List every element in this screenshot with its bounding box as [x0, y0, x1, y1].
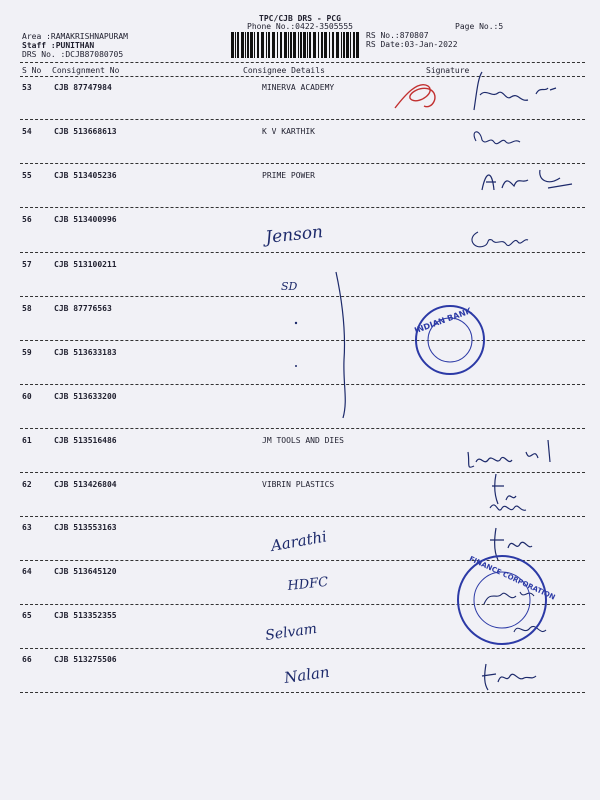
signature-62b: [490, 505, 526, 510]
row-consignment: CJB 513352355: [54, 611, 117, 620]
row-sn: 65: [22, 611, 32, 620]
signature-65: [514, 626, 546, 632]
row-sn: 57: [22, 260, 32, 269]
row-consignee: JM TOOLS AND DIES: [262, 436, 344, 445]
area-label: Area :RAMAKRISHNAPURAM: [22, 32, 128, 41]
row-consignment: CJB 87776563: [54, 304, 112, 313]
col-consignment: Consignment No: [52, 66, 120, 75]
row-consignment: CJB 87747984: [54, 83, 112, 92]
col-sno: S No: [22, 66, 42, 75]
pen-stroke: [336, 272, 345, 418]
signature-61: [468, 440, 550, 467]
rs-date: RS Date:03-Jan-2022: [366, 40, 458, 49]
row-sn: 64: [22, 567, 32, 576]
col-consignee: Consignee Details: [243, 66, 325, 75]
row-consignment: CJB 513275506: [54, 655, 117, 664]
row-consignment: CJB 513645120: [54, 567, 117, 576]
row-sn: 63: [22, 523, 32, 532]
indian-bank-stamp: [413, 306, 484, 374]
row-sn: 59: [22, 348, 32, 357]
signature-66: [482, 664, 536, 690]
stamp-text: FINANCE CORPORATION: [467, 554, 557, 602]
signature-55: [482, 170, 572, 190]
row-consignment: CJB 513100211: [54, 260, 117, 269]
signature-62: [492, 474, 516, 504]
row-consignee: PRIME POWER: [262, 171, 315, 180]
row-consignment: CJB 513668613: [54, 127, 117, 136]
drs-number: DRS No. :DCJB87080705: [22, 50, 124, 59]
signature-54: [474, 132, 520, 144]
handwritten-name: Aarathi: [269, 527, 329, 555]
phone-number: Phone No.:0422-3505555: [247, 22, 353, 31]
row-sn: 58: [22, 304, 32, 313]
row-sn: 55: [22, 171, 32, 180]
finance-stamp: [458, 555, 557, 644]
rs-number: RS No.:870807: [366, 31, 429, 40]
pen-dot: [295, 365, 297, 367]
row-sn: 56: [22, 215, 32, 224]
signature-53: [474, 72, 556, 110]
handwritten-name: Nalan: [283, 662, 331, 687]
col-signature: Signature: [426, 66, 470, 75]
row-consignee: MINERVA ACADEMY: [262, 83, 335, 92]
handwritten-name: HDFC: [286, 574, 329, 594]
row-consignee: VIBRIN PLASTICS: [262, 480, 335, 489]
row-consignee: K V KARTHIK: [262, 127, 315, 136]
handwritten-name: SD: [281, 280, 298, 293]
row-consignment: CJB 513405236: [54, 171, 117, 180]
row-consignment: CJB 513516486: [54, 436, 117, 445]
row-sn: 60: [22, 392, 32, 401]
stamp-text: INDIAN BANK: [413, 306, 473, 336]
pen-dot: [295, 322, 297, 324]
row-consignment: CJB 513633183: [54, 348, 117, 357]
row-consignment: CJB 513633200: [54, 392, 117, 401]
drs-title: TPC/CJB DRS - PCG: [259, 14, 341, 23]
row-sn: 61: [22, 436, 32, 445]
row-sn: 54: [22, 127, 32, 136]
row-consignment: CJB 513553163: [54, 523, 117, 532]
red-signature: [395, 85, 435, 108]
row-sn: 66: [22, 655, 32, 664]
row-sn: 53: [22, 83, 32, 92]
handwritten-name: Selvam: [264, 620, 318, 644]
row-sn: 62: [22, 480, 32, 489]
signature-56: [472, 232, 528, 247]
row-consignment: CJB 513400996: [54, 215, 117, 224]
page-number: Page No.:5: [455, 22, 504, 31]
staff-label: Staff :PUNITHAN: [22, 41, 95, 50]
handwritten-name: Jenson: [264, 222, 324, 248]
signature-63: [490, 528, 532, 560]
signature-64: [484, 592, 534, 604]
row-consignment: CJB 513426804: [54, 480, 117, 489]
